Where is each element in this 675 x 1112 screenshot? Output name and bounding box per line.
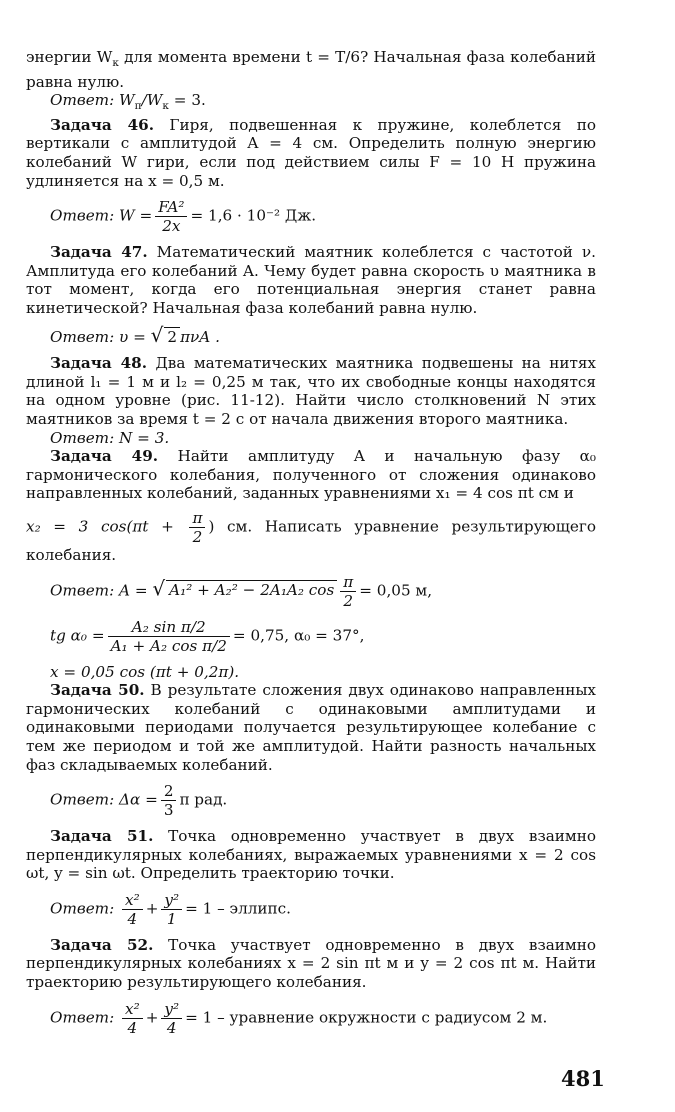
fraction: [161, 1000, 182, 1037]
denominator: 4: [127, 909, 138, 928]
text: энергии W: [26, 48, 113, 66]
sqrt-icon: √: [152, 576, 166, 601]
text: /W: [141, 91, 163, 110]
text: πνA .: [180, 327, 220, 346]
task-46: [26, 116, 596, 190]
answer-49-amplitude: [50, 573, 596, 610]
task-49: [26, 447, 596, 503]
task-text: Гиря, подвешенная к пружине, колеблется по вертикали с амплитудой A = 4 см. Определить полную энергию колебаний W гири, если под действием силы F = 10 Н пружина удлиняется на x = 0,5 м.: [26, 115, 596, 190]
task-text: Найти амплитуду A и начальную фазу α₀ гармонического колебания, полученного от сложения одинаково направленных колебаний, заданных уравнениями x₁ = 4 cos πt см и: [26, 447, 596, 503]
text: = 0,75, α₀ = 37°,: [232, 626, 365, 645]
denominator: 4: [127, 1018, 138, 1037]
task-text: Математический маятник колеблется с частотой ν. Амплитуда его колебаний A. Чему будет равна скорость υ маятника в тот момент, когда его потенциальная энергия станет равна кинетической? Начальная фаза колебаний равна нулю.: [26, 243, 596, 317]
answer-label: Ответ:: [50, 327, 115, 346]
text: ) см. Написать уравнение результирующего колебания.: [26, 517, 596, 564]
text: для момента времени t = T/6? Начальная фаза колебаний равна нулю.: [26, 48, 596, 91]
numerator: π: [340, 573, 356, 592]
answer-label: Ответ:: [50, 790, 115, 809]
fraction: [189, 509, 205, 546]
task-50: [26, 681, 596, 774]
numerator: π: [189, 509, 205, 528]
answer-label: Ответ:: [50, 899, 115, 918]
denominator: 1: [166, 909, 177, 928]
task-text: Два математических маятника подвешены на нитях длиной l₁ = 1 м и l₂ = 0,25 м так, что их свободные концы находятся на одном уровне (рис. 11-12). Найти число столкновений N этих маятников за время t = 2 с от начала движения второго маятника.: [26, 354, 596, 428]
text: = 1,6 · 10⁻² Дж.: [190, 206, 317, 225]
task-title: Задача 46.: [50, 115, 154, 134]
text: π рад.: [179, 790, 228, 809]
answer-52: Ответ: $\frac{\text{x²}}{4}$ + $\frac{\text{y²}}{4}$ = 1 – уравнение окружности с радиусом 2 м.: [50, 999, 548, 1037]
task-title: Задача 47.: [50, 243, 148, 262]
answer-48: [26, 429, 596, 448]
task-text: Точка участвует одновременно в двух взаимно перпендикулярных колебаниях x = 2 sin πt м и y = 2 cos πt м. Найти траекторию результирующего колебания.: [26, 935, 596, 992]
answer-49-equation: [26, 663, 596, 682]
denominator: 4: [166, 1018, 177, 1037]
numerator: 2: [161, 782, 177, 801]
answer-46: [50, 198, 596, 235]
page-text: [26, 48, 596, 1045]
fraction: [122, 891, 143, 928]
task-49-eq: [26, 509, 596, 565]
answer-49-phase: [50, 618, 596, 655]
answer-50: [50, 782, 596, 819]
fraction: [161, 782, 177, 819]
denominator: A₁ + A₂ cos π/2: [110, 636, 227, 655]
radicand: 2: [164, 327, 180, 347]
answer-47: [50, 322, 596, 347]
task-52: [26, 936, 596, 992]
answer-label: Ответ: W =: [50, 206, 153, 225]
answer-label: Ответ:: [50, 1008, 115, 1027]
text: = 1 – эллипс.: [185, 899, 291, 918]
numerator: y²: [161, 891, 182, 910]
numerator: y²: [161, 1000, 182, 1019]
text: = 0,05 м,: [359, 581, 433, 600]
text: Δα =: [114, 790, 158, 809]
task-48: [26, 354, 596, 428]
text: = 1 – уравнение окружности с радиусом 2 м.: [185, 1008, 548, 1027]
task-title: Задача 49.: [50, 447, 159, 466]
denominator: 3: [163, 801, 174, 820]
answer-label: Ответ:: [50, 428, 115, 447]
answer-label: Ответ:: [50, 91, 115, 110]
text: υ =: [114, 327, 151, 346]
denominator: 2: [343, 591, 354, 610]
task-title: Задача 52.: [50, 935, 154, 954]
fraction: [340, 573, 356, 610]
numerator: x²: [122, 1000, 143, 1019]
task-51: [26, 827, 596, 883]
task-text: Точка одновременно участвует в двух взаимно перпендикулярных колебаниях, выражаемых уравнениями x = 2 cos ωt, y = sin ωt. Определить траекторию точки.: [26, 827, 596, 883]
text: x = 0,05 cos (πt + 0,2π).: [50, 662, 240, 681]
text: W: [114, 91, 135, 110]
numerator: FA²: [155, 198, 187, 217]
text: N = 3.: [114, 428, 170, 447]
paragraph-intro: энергии $W_к$ для момента времени t = T/6? Начальная фаза колебаний равна нулю.: [26, 48, 596, 91]
text: x₂ = 3 cos(πt +: [26, 517, 187, 536]
fraction: [108, 618, 230, 655]
fraction: [155, 198, 187, 235]
text: = 3.: [168, 91, 206, 110]
denominator: 2: [192, 527, 203, 546]
numerator: A₂ sin π/2: [108, 618, 230, 637]
task-title: Задача 48.: [50, 354, 148, 373]
task-title: Задача 51.: [50, 827, 154, 846]
task-text: В результате сложения двух одинаково направленных гармонических колебаний с одинаковыми амплитудами и одинаковыми периодами получается результирующее колебание с тем же периодом и той же амплитудой. Найти разность начальных фаз складываемых колебаний.: [26, 681, 596, 774]
numerator: x²: [122, 891, 143, 910]
text: tg α₀ =: [50, 626, 105, 645]
task-47: [26, 243, 596, 317]
answer-45: Ответ: $W_п/W_к = 3$.: [50, 91, 206, 113]
fraction: [122, 1000, 143, 1037]
task-title: Задача 50.: [50, 681, 145, 700]
answer-51: Ответ: $\frac{\text{x²}}{4}$ + $\frac{\text{y²}}{1}$ = 1 – эллипс.: [50, 890, 291, 928]
answer-label: Ответ: A =: [50, 581, 148, 600]
sqrt-icon: √: [150, 322, 164, 347]
denominator: 2x: [162, 217, 181, 236]
fraction: [161, 891, 182, 928]
page-number: 481: [561, 1066, 605, 1091]
radicand: A₁² + A₂² − 2A₁A₂ cos: [166, 580, 337, 600]
